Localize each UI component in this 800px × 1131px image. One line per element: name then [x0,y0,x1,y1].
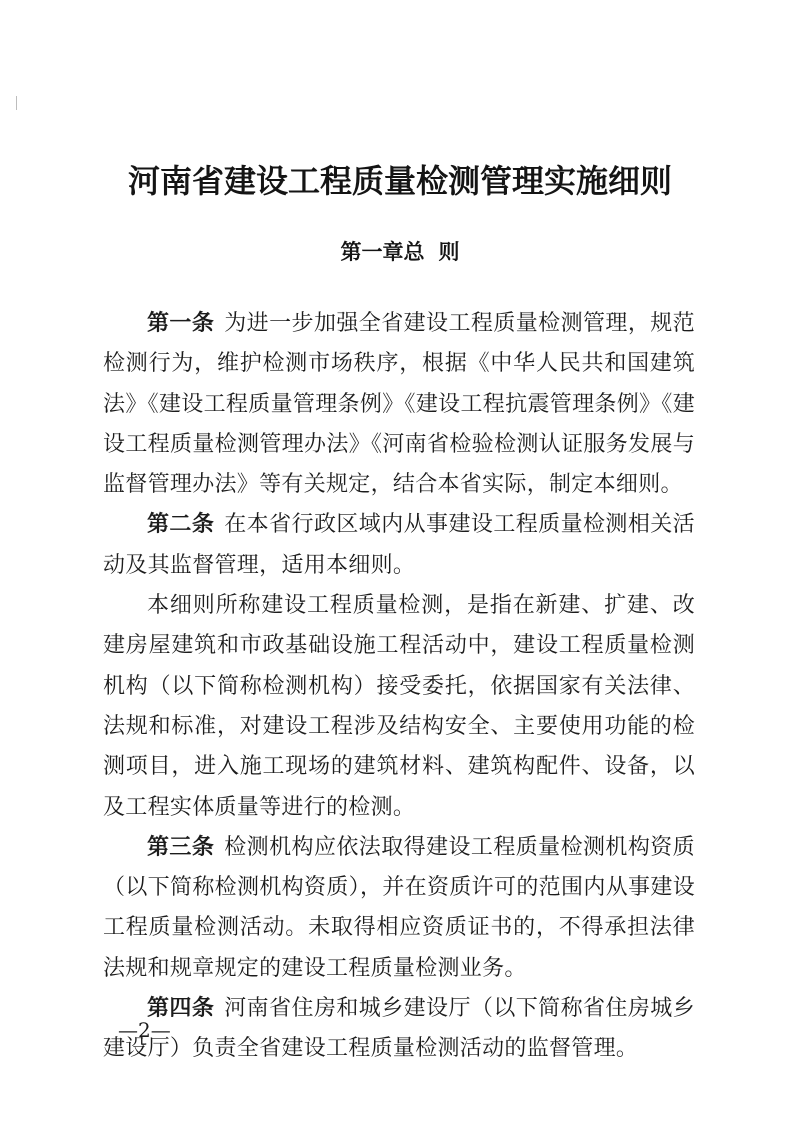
paragraph-article-3 [103,828,695,989]
paragraph-text: 为进一步加强全省建设工程质量检测管理，规范检测行为，维护检测市场秩序，根据《中华人民共和国建筑法》《建设工程质量管理条例》《建设工程抗震管理条例》《建设工程质量检测管理办法》《河南省检验检测认证服务发展与监督管理办法》等有关规定，结合本省实际，制定本细则。 [103,311,695,498]
article-label: 第三条 [147,834,215,860]
paragraph-article-1 [103,304,695,505]
chapter-name-part1: 总 [403,240,425,264]
paragraph-text: 在本省行政区域内从事建设工程质量检测相关活动及其监督管理，适用本细则。 [103,512,695,578]
article-label: 第一条 [147,311,215,336]
chapter-name-part2: 则 [438,240,460,264]
paragraph-definition [103,586,695,828]
document-title: 河南省建设工程质量检测管理实施细则 [127,162,672,200]
page-number: —2— [118,1018,171,1042]
chapter-label: 第一章 [340,240,404,264]
paragraph-article-2 [103,505,695,586]
paragraph-text: 河南省住房和城乡建设厅（以下简称省住房城乡建设厅）负责全省建设工程质量检测活动的监督管理。 [103,996,695,1062]
paragraph-text: 检测机构应依法取得建设工程质量检测机构资质（以下简称检测机构资质），并在资质许可的范围内从事建设工程质量检测活动。未取得相应资质证书的，不得承担法律法规和规章规定的建设工程质量检测业务。 [103,834,695,981]
paragraph-article-4 [103,989,695,1070]
paragraph-text: 本细则所称建设工程质量检测，是指在新建、扩建、改建房屋建筑和市政基础设施工程活动中，建设工程质量检测机构（以下简称检测机构）接受委托，依据国家有关法律、法规和标准，对建设工程涉及结构安全、主要使用功能的检测项目，进入施工现场的建筑材料、建筑构配件、设备，以及工程实体质量等进行的检测。 [103,593,695,820]
document-body [103,304,695,1070]
chapter-heading [0,236,800,266]
article-label: 第四条 [147,996,215,1022]
article-label: 第二条 [147,512,215,538]
margin-mark [16,96,17,110]
